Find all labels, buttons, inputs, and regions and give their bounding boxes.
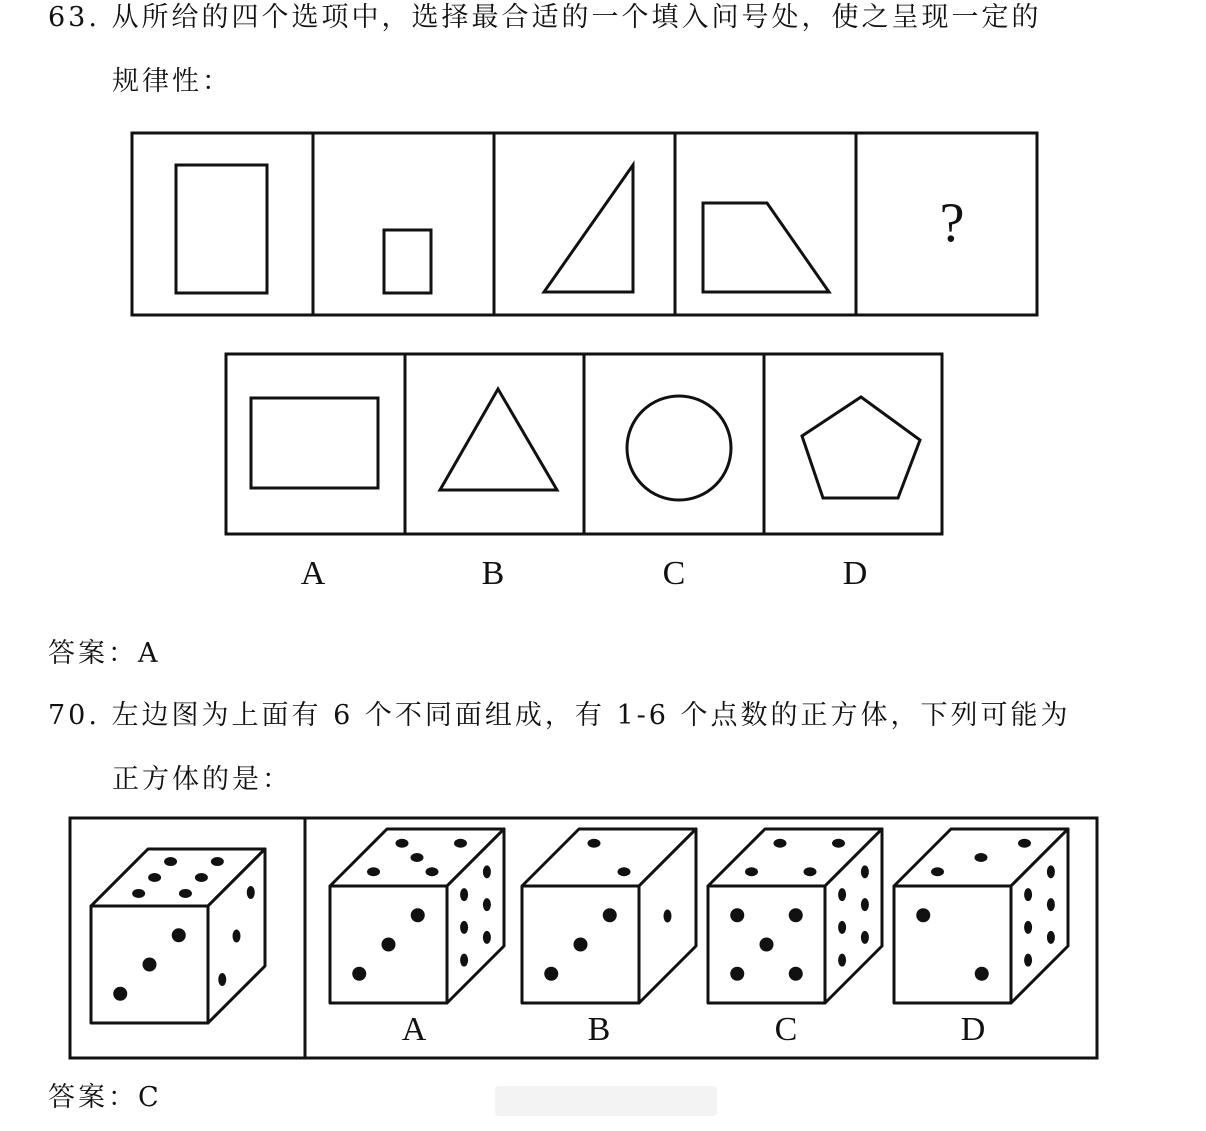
option-d-cube-right-pip <box>1024 921 1032 934</box>
option-d-cube-top-pip <box>931 867 944 876</box>
option-d-cube-right-pip <box>1024 954 1032 967</box>
q63-question-mark: ? <box>939 192 965 254</box>
sequence-rectangle-shape <box>176 165 267 293</box>
option-c-cube-right-pip <box>838 921 846 934</box>
q70-prompt-text: 左边图为上面有 6 个不同面组成，有 1-6 个点数的正方体，下列可能为 <box>111 700 1071 731</box>
option-d-cube-top-pip <box>975 853 988 862</box>
option-b-cube-right-pip <box>664 910 672 923</box>
option-c-cube-top-pip <box>745 867 758 876</box>
q70-option-label-c: C <box>774 1011 798 1048</box>
option-c-cube-front-pip <box>730 967 744 981</box>
q63-option-panels <box>226 354 942 534</box>
option-c-cube-front-pip <box>789 908 803 922</box>
option-d-cube-right-pip <box>1024 888 1032 901</box>
q70-prompt-line2: 正方体的是： <box>112 764 292 795</box>
option-a-cube-right-pip <box>483 865 491 878</box>
option-c-cube-top-pip <box>832 839 845 848</box>
option-c-cube-right-pip <box>838 888 846 901</box>
q63-option-label-d: D <box>842 555 868 592</box>
reference-cube-front-pip <box>113 987 127 1001</box>
sequence-right-triangle-shape <box>544 165 633 292</box>
option-c-cube-front-pip <box>760 938 774 952</box>
reference-cube-top-pip <box>132 889 145 898</box>
sequence-trapezoid-shape <box>703 203 829 292</box>
reference-cube-top-pip <box>179 889 192 898</box>
q63-option-label-b: B <box>481 555 505 592</box>
option-a-cube-top-pip <box>411 853 424 862</box>
option-a-cube-front-pip <box>352 967 366 981</box>
option-b-cube-front-pip <box>574 938 588 952</box>
q63-sequence-panels <box>132 133 1037 315</box>
reference-cube-top-pip <box>195 873 208 882</box>
option-b-cube-front-pip <box>603 908 617 922</box>
option-c-cube-right-pip <box>861 865 869 878</box>
option-d-cube-front-face <box>894 886 1011 1003</box>
option-c-cube-right-pip <box>861 931 869 944</box>
reference-cube-right-pip <box>247 886 255 899</box>
option-d-cube-front-pip <box>916 908 930 922</box>
reference-cube <box>91 849 265 1023</box>
option-c-cube <box>708 829 882 1003</box>
option-b-triangle-shape <box>440 389 557 490</box>
reference-cube-right-pip <box>233 930 241 943</box>
option-b-cube-top-pip <box>588 839 601 848</box>
q63-answer: 答案：A <box>48 638 161 669</box>
option-c-cube-right-pip <box>861 898 869 911</box>
q70-answer: 答案：C <box>48 1082 162 1113</box>
option-d-cube-right-pip <box>1047 931 1055 944</box>
option-a-cube-top-pip <box>454 839 467 848</box>
option-a-cube-right-pip <box>460 888 468 901</box>
option-a-cube-right-pip <box>483 898 491 911</box>
option-d-cube-front-pip <box>975 967 989 981</box>
option-a-cube-right-pip <box>483 931 491 944</box>
q70-number: 70. <box>48 700 100 731</box>
option-b-cube <box>522 829 696 1003</box>
option-a-cube-top-pip <box>426 867 439 876</box>
option-c-cube-right-pip <box>838 954 846 967</box>
option-a-cube-front-pip <box>382 938 396 952</box>
option-d-cube-right-pip <box>1047 898 1055 911</box>
reference-cube-top-pip <box>148 873 161 882</box>
option-b-cube-front-pip <box>544 967 558 981</box>
option-a-cube-right-pip <box>460 954 468 967</box>
q63-prompt-line2: 规律性： <box>112 66 232 97</box>
option-a-cube-right-pip <box>460 921 468 934</box>
q70-option-label-a: A <box>401 1011 427 1048</box>
option-d-cube <box>894 829 1068 1003</box>
q70-option-label-b: B <box>587 1011 611 1048</box>
reference-cube-top-pip <box>211 857 224 866</box>
q63-option-label-c: C <box>662 555 686 592</box>
reference-cube-top-pip <box>164 857 177 866</box>
q63-number: 63. <box>48 2 100 33</box>
reference-cube-right-pip <box>218 973 226 986</box>
q70-prompt-line1 <box>48 702 1071 729</box>
option-a-rectangle-shape <box>251 398 378 488</box>
sequence-small-rectangle-shape <box>384 230 431 293</box>
q70-cubes <box>91 829 1068 1023</box>
option-c-cube-top-pip <box>774 839 787 848</box>
watermark <box>495 1086 717 1116</box>
option-a-cube-front-pip <box>411 908 425 922</box>
option-a-cube-top-pip <box>367 867 380 876</box>
option-d-pentagon-shape <box>802 397 920 498</box>
option-d-cube-right-pip <box>1047 865 1055 878</box>
q63-prompt-text: 从所给的四个选项中，选择最合适的一个填入问号处，使之呈现一定的 <box>111 2 1042 33</box>
option-d-cube-top-pip <box>1018 839 1031 848</box>
reference-cube-front-pip <box>172 928 186 942</box>
option-a-cube-top-pip <box>396 839 409 848</box>
option-c-circle-shape <box>627 396 731 500</box>
reference-cube-front-pip <box>143 958 157 972</box>
option-c-cube-top-pip <box>804 867 817 876</box>
q70-option-label-d: D <box>960 1011 986 1048</box>
option-c-cube-front-pip <box>789 967 803 981</box>
option-c-cube-front-pip <box>730 908 744 922</box>
q63-option-label-a: A <box>300 555 326 592</box>
option-b-cube-top-pip <box>618 867 631 876</box>
option-a-cube <box>330 829 504 1003</box>
